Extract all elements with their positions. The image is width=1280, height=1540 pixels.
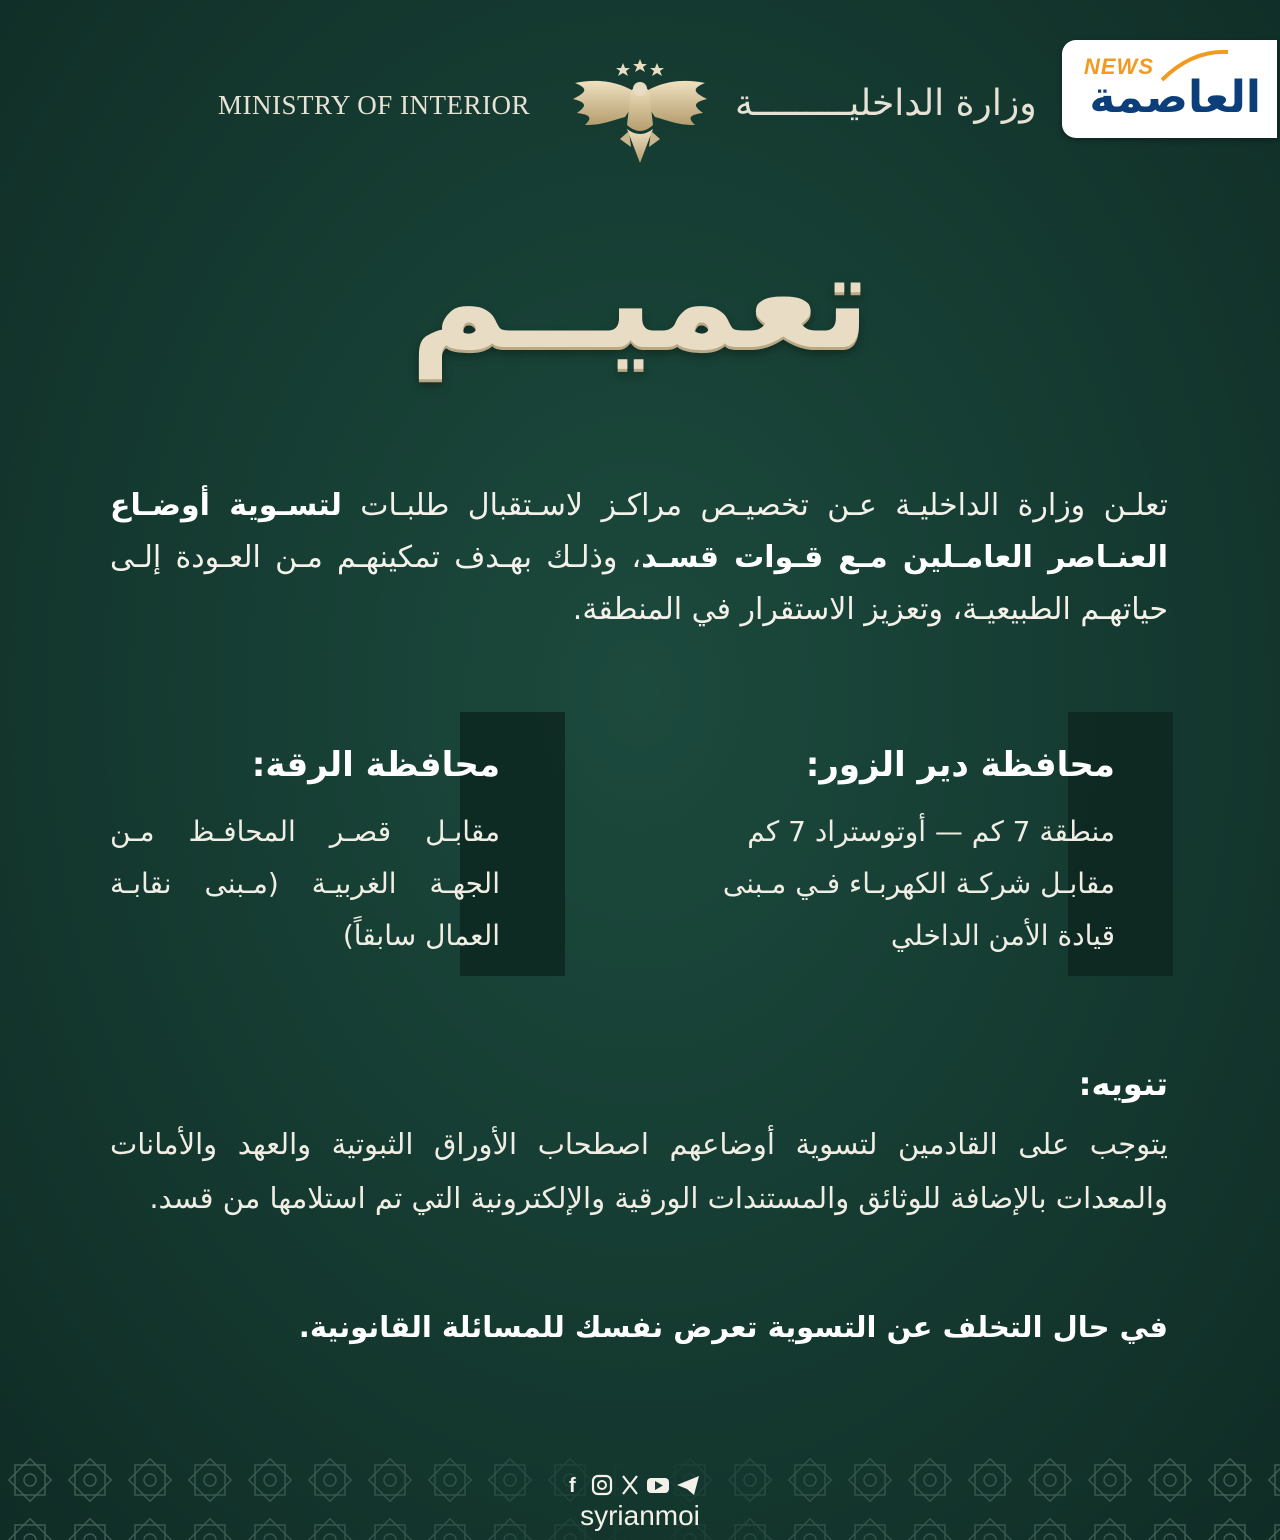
raqqa-title: محافظة الرقة: (251, 745, 500, 785)
page-title: تعميــم (409, 225, 871, 379)
ministry-name-ar: وزارة الداخليـــــــــة (735, 83, 1037, 124)
note-title: تنويه: (1078, 1065, 1168, 1103)
intro-text-2: ، وذلـك بهـدف تمكينهـم مـن العـودة إلـى حياتهـم الطبيعيـة، وتعزيز الاستقرار في المنطقة. (110, 540, 1168, 627)
news-label: NEWS (1084, 54, 1154, 79)
ministry-name-en: MINISTRY OF INTERIOR (218, 90, 531, 120)
intro-paragraph (110, 480, 1168, 636)
news-brand-name: العاصمة (1089, 72, 1261, 123)
note-body: يتوجب على القادمين لتسوية أوضاعهم اصطحاب الأوراق الثبوتية والعهد والأمانات والمعدات بالإضافة للوثائق والمستندات الورقية والإلكترونية التي تم استلامها من قسد. (110, 1127, 1168, 1215)
social-icons (555, 1470, 725, 1500)
facebook-icon[interactable] (569, 1475, 576, 1497)
telegram-icon[interactable] (677, 1476, 699, 1495)
eagle-emblem-icon (565, 55, 715, 170)
youtube-icon[interactable] (647, 1478, 669, 1493)
warning-text: في حال التخلف عن التسوية تعرض نفسك للمسائلة القانونية. (298, 1310, 1168, 1344)
intro-text-1: تعلـن وزارة الداخليـة عـن تخصيـص مراكـز لاسـتقبال طلبـات (341, 488, 1169, 523)
deir-ez-zor-title: محافظة دير الزور: (805, 745, 1115, 785)
x-icon[interactable] (623, 1476, 637, 1494)
news-logo-badge (1062, 40, 1277, 138)
deir-ez-zor-line-2: مقابـل شركـة الكهربـاء فـي مـبنى (722, 867, 1115, 900)
raqqa-address: مقابـل قصـر المحافـظ مـن الجهـة الغربيـة (مـبنى نقابـة العمال سابقاً) (110, 815, 500, 952)
deir-ez-zor-line-3: قيادة الأمن الداخلي (890, 919, 1115, 952)
deir-ez-zor-address (700, 806, 1115, 962)
deir-ez-zor-line-1: منطقة 7 كم — أوتوستراد 7 كم (747, 815, 1115, 848)
instagram-icon[interactable] (593, 1476, 611, 1494)
svg-text:f: f (569, 1475, 576, 1497)
intro-bold-text: لتسـوية أوضـاع العنـاصر العامـلين مـع قـوات قسـد (110, 488, 1169, 575)
social-handle[interactable]: syrianmoi (580, 1500, 700, 1531)
